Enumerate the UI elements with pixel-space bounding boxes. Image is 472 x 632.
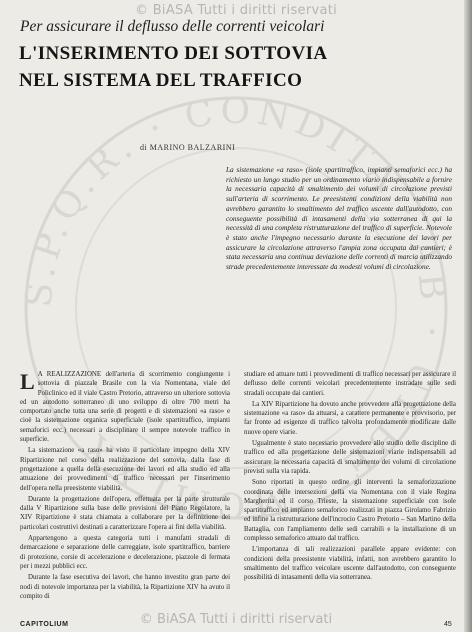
left-paragraph-5: Durante la fase esecutiva dei lavori, che hanno investito gran parte dei nodi di notevole importanza per la viabilità, la Ripartizione XIV ha avuto il compito di bbox=[20, 574, 230, 600]
drop-cap: L bbox=[20, 370, 35, 394]
column-right bbox=[244, 370, 456, 610]
title-line-1: L'INSERIMENTO DEI SOTTOVIA bbox=[19, 43, 328, 64]
article-intro: La sistemazione «a raso» (isole spartitraffico, impianti semaforici ecc.) ha richiesto un lungo studio per un ordinamento viario indispensabile a fornire la necessaria capacità di smaltimento dei volumi di circolazione previsti sull'arteria di scorrimento. Le preesistenti condizioni della viabilità non avrebbero garantito lo smaltimento del traffico uscente dall'autodotto, con conseguente possibilità di intasamenti della via sotterranea di qui la necessità di una completa ristrutturazione del traffico di superficie. Notevole è stato anche l'impegno necessario durante la esecuzione dei lavori per assicurare la circolazione attraverso l'ampia zona occupata dai cantieri; è stata necessaria una continua deviazione delle correnti di marcia utilizzando strade precedentemente interessate da modesti volumi di circolazione. bbox=[226, 165, 452, 272]
right-paragraph-1: studiare ed attuare tutti i provvedimenti di traffico necessari per assicurare il deflusso delle correnti veicolari precedentemente instradate sulle sedi stradali occupate dai cantieri. bbox=[244, 371, 456, 397]
article-byline: di MARINO BALZARINI bbox=[140, 143, 236, 152]
page-number: 45 bbox=[444, 621, 452, 628]
seal-text: S.P.Q.R. · CONDITA · AB · URBE · MCMLXX bbox=[18, 90, 454, 526]
title-line-2: NEL SISTEMA DEL TRAFFICO bbox=[19, 70, 303, 91]
left-paragraph-1: L A REALIZZAZIONE dell'arteria di scorrimento congiungente i sottovia di piazzale Brasile con la via Nomentana, viale del Policlinico ed il viale Castro Pretorio, attraverso un ulteriore sottovia ed un autodotto sotterraneo di uno sviluppo di oltre 700 metri ha comportato anche tutta una serie di progetti e di sistemazioni «a raso» e cioè la sistemazione organica superficiale (isole spartitraffico, impianti semaforici ecc.) necessari a disciplinare il sempre notevole traffico in superficie. bbox=[20, 370, 230, 444]
article-title bbox=[19, 40, 459, 94]
column-left bbox=[20, 370, 230, 610]
left-paragraph-2: La sistemazione «a raso» ha visto il particolare impegno della XIV Ripartizione nel corso della realizzazione del sottovia, dalla fase di progettazione a quella della esecuzione dei lavori ed alla studio ed alla attuazione dei provvedimenti di traffico necessari per l'inserimento dell'opera nella preesistente viabilità. bbox=[20, 447, 230, 492]
right-paragraph-5: L'importanza di tali realizzazioni parallele appare evidente: con condizioni della preesistente viabilità, infatti, non avrebbero garantito lo smaltimento del traffico veicolare uscente dall'autodotto, con conseguente possibilità di intasamenti della via sotterranea. bbox=[244, 546, 456, 582]
right-paragraph-3: Ugualmente è stato necessario provvedere allo studio delle discipline di traffico ed alla progettazione delle sistemazioni viarie indispensabili ad assicurare la necessaria capacità di smaltimento dei volumi di circolazione previsti sulla via rapida. bbox=[244, 440, 456, 475]
magazine-name: CAPITOLIUM bbox=[20, 621, 69, 628]
watermark-bottom: © BiASA Tutti i diritti riservati bbox=[139, 612, 333, 627]
right-paragraph-4: Sono riportati in questo ordine gli interventi la semaforizzazione coordinata delle intersezioni della via Nomentana con il viale Regina Margherita ed il corso Trieste, la sistemazione superficiale con isole spartitraffico ed impianto semaforico realizzati in piazza Girolamo Fabrizio ed infine la ristrutturazione dell'incrocio Castro Pretorio – San Martino della Battaglia, con l'ampliamento delle sedi carrabili e la installazione di un complesso semaforico attuato dal traffico. bbox=[244, 479, 456, 543]
watermark-top: © BiASA Tutti i diritti riservati bbox=[134, 3, 338, 18]
left-paragraph-4: Appartengono a questa categoria tutti i manufatti stradali di demarcazione e separazione delle carreggiate, isole spartitraffico, barriere di protezione, corsie di accelerazione e decelerazione, piazzole di fermata per i mezzi pubblici ecc. bbox=[20, 535, 230, 570]
article-kicker: Per assicurare il deflusso delle correnti veicolari bbox=[20, 18, 325, 35]
right-paragraph-2: La XIV Ripartizione ha dovuto anche provvedere alla progettazione della sistemazione «a raso» da attuarsi, a carattere permanente e provvisorio, per far fronte ad esigenze di traffico talvolta profondamente modificate dalle nuove opere viarie. bbox=[244, 400, 456, 436]
left-paragraph-3: Durante la progettazione dell'opera, effettuata per la parte strutturale dalla V Ripartizione sulla base delle previsioni del Piano Regolatore, la XIV Ripartizione è stata chiamata a collaborare per la definizione dei particolari costruttivi destinati a caratterizzare l'opera ai fini della viabilità. bbox=[20, 495, 230, 531]
page-edge bbox=[464, 0, 472, 632]
